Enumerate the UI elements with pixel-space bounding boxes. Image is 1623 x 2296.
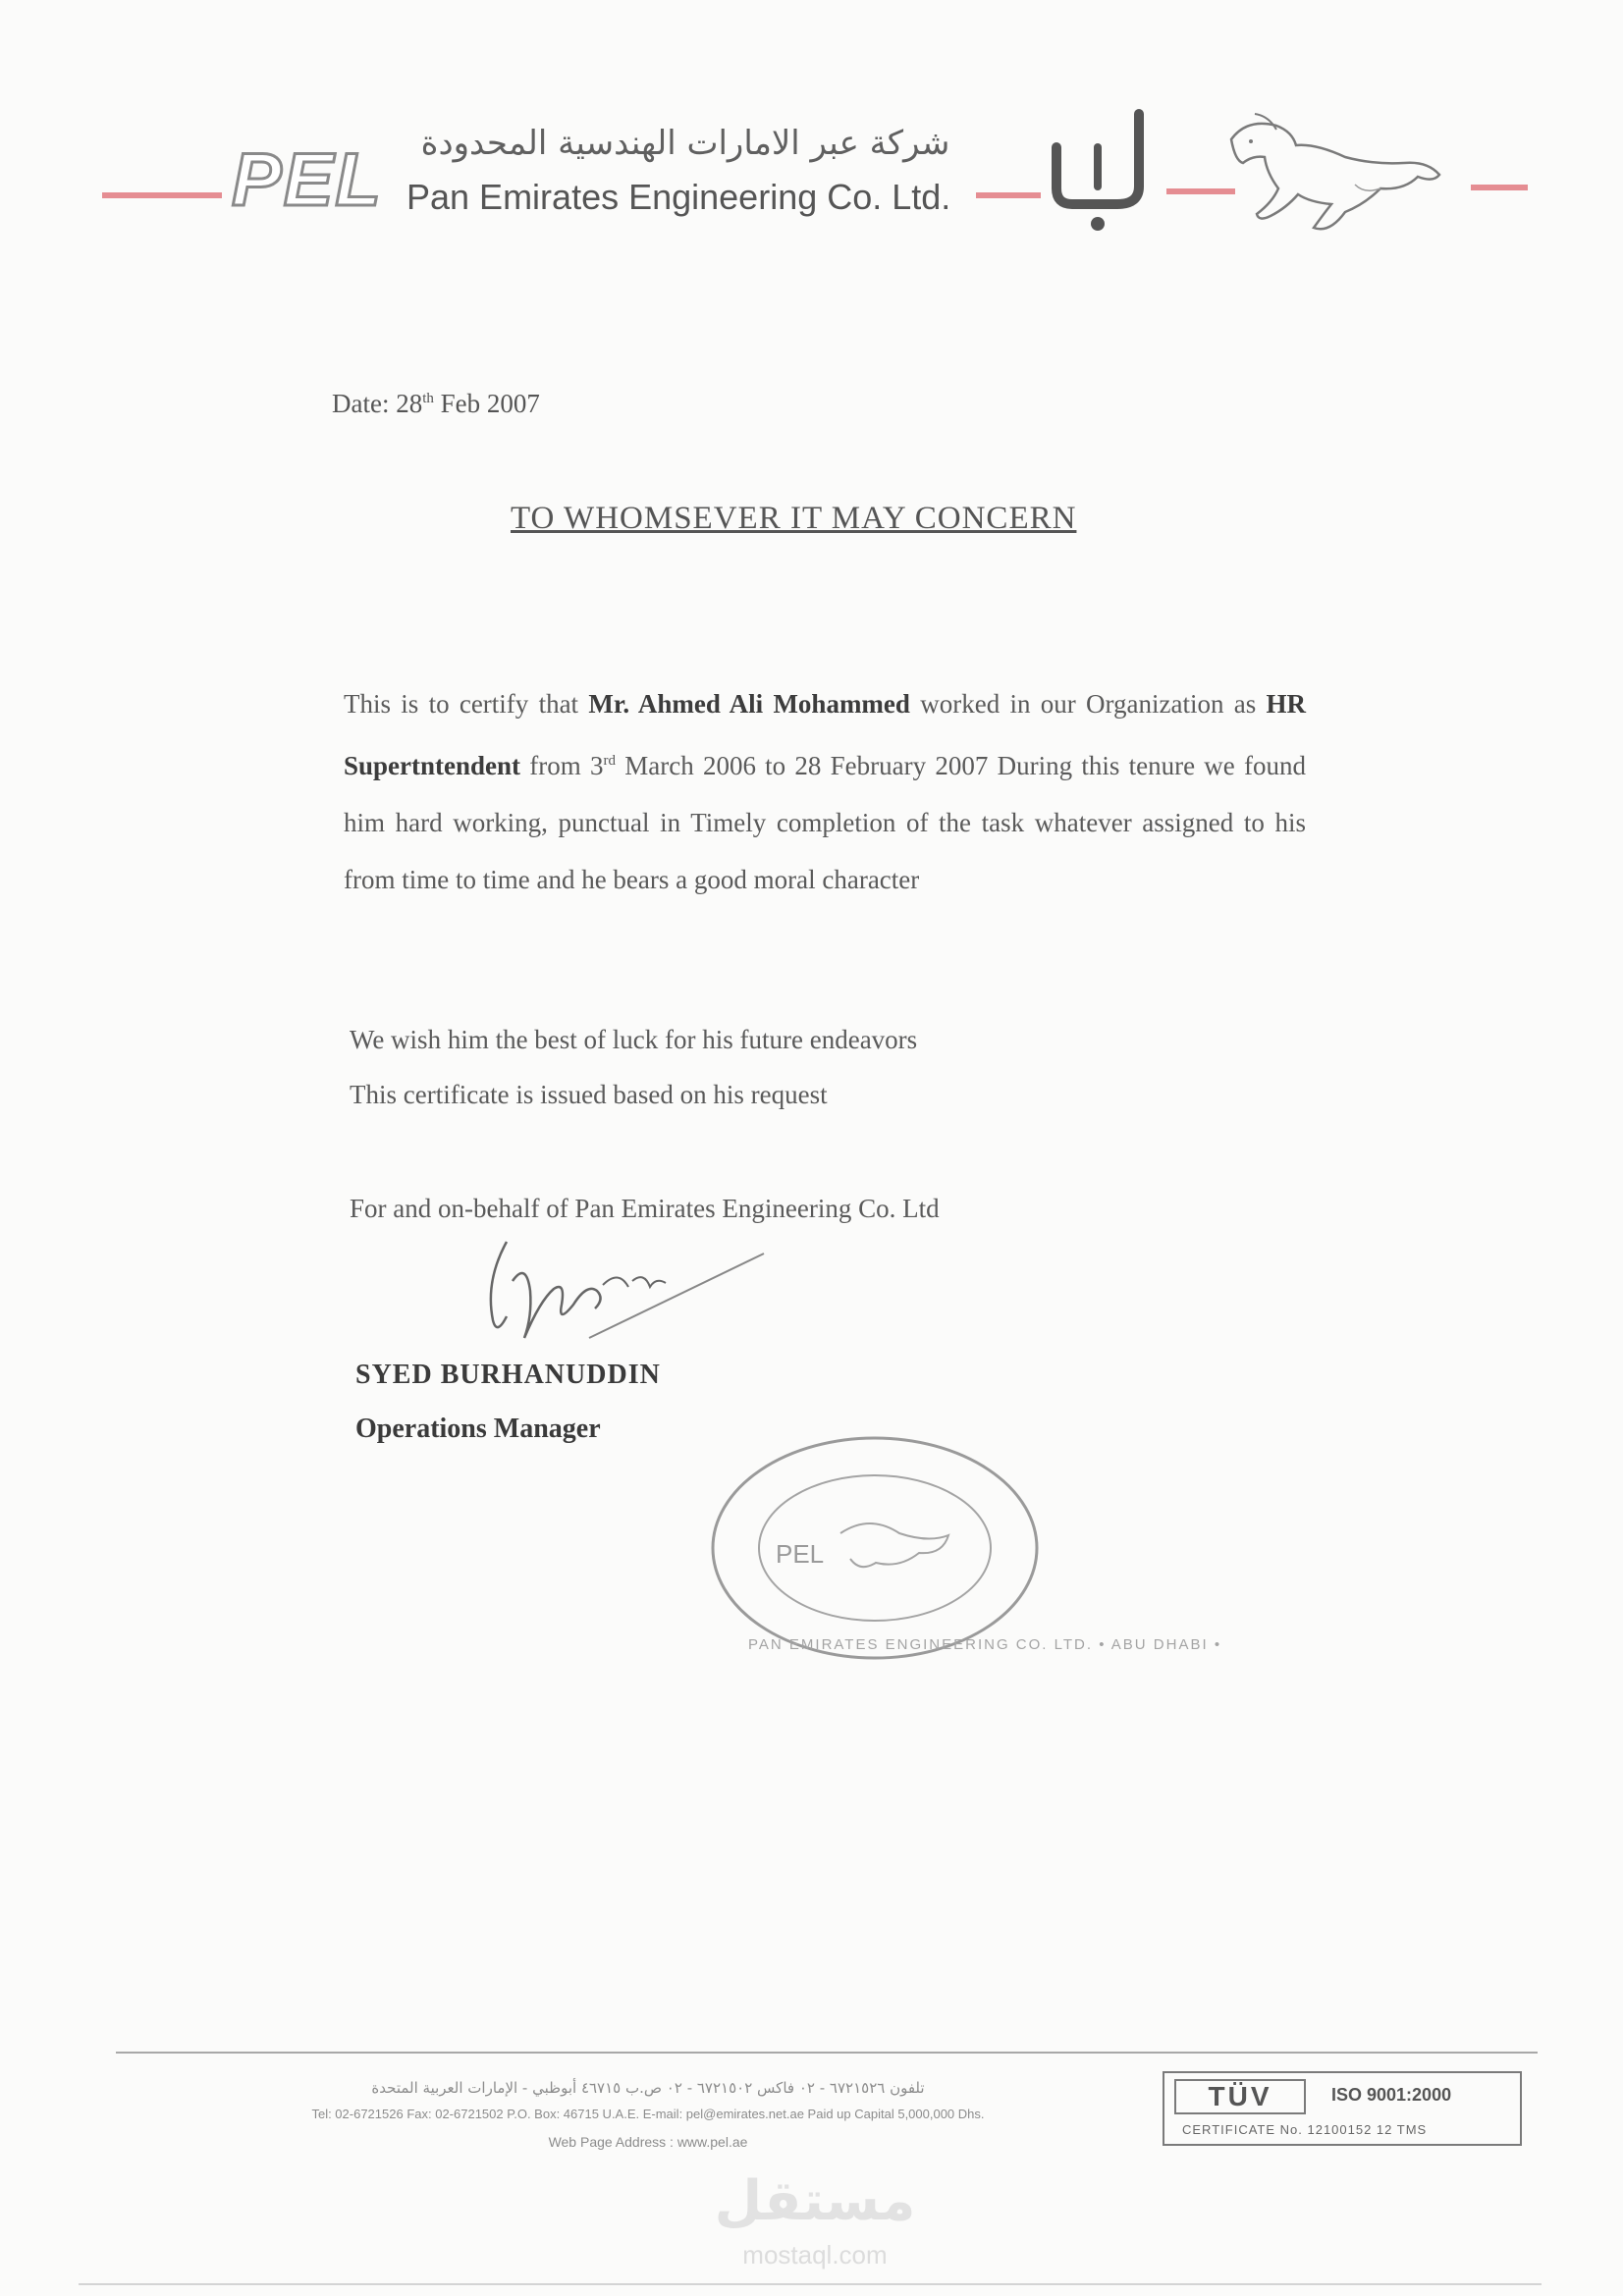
signer-name: SYED BURHANUDDIN	[355, 1360, 661, 1390]
letterhead-rule-right-b	[1471, 185, 1528, 190]
certificate-number: CERTIFICATE No. 12100152 12 TMS	[1182, 2122, 1428, 2137]
iso-label: ISO 9001:2000	[1331, 2085, 1452, 2105]
stamp-ring-text: PAN EMIRATES ENGINEERING CO. LTD. • ABU DHABI •	[748, 1636, 1222, 1653]
letterhead-rule-mid	[976, 192, 1041, 198]
certification-paragraph: This is to certify that Mr. Ahmed Ali Mohammed worked in our Organization as HR Supertntendent from 3rd March 2006 to 28 February 2007 During this tenure we found him hard working, punctual in Timely completion of the task whatever assigned to his from time to time and he bears a good moral character	[344, 689, 1307, 894]
tuv-logo: TÜV	[1174, 2079, 1306, 2114]
horse-icon	[1208, 106, 1473, 243]
company-name-arabic: شركة عبر الامارات الهندسية المحدودة	[420, 124, 950, 163]
employee-role: HR Supertntendent	[344, 689, 1307, 780]
company-name: Pan Emirates Engineering Co. Ltd.	[406, 177, 951, 217]
footer-contact: Tel: 02-6721526 Fax: 02-6721502 P.O. Box: 46715 U.A.E. E-mail: pel@emirates.net.ae Paid up Capital 5,000,000 Dhs.	[311, 2107, 985, 2121]
stamp-center-text: PEL	[776, 1539, 825, 1569]
letter-date: Date: 28th Feb 2007	[332, 389, 540, 418]
signer-title: Operations Manager	[355, 1414, 601, 1444]
footer-rule	[116, 2052, 1538, 2054]
request-line: This certificate is issued based on his request	[350, 1080, 828, 1109]
letter-subject: TO WHOMSEVER IT MAY CONCERN	[511, 501, 1077, 536]
signature-mark	[471, 1222, 785, 1360]
footer-web-address: Web Page Address : www.pel.ae	[548, 2134, 748, 2150]
footer-arabic-contact: تلفون ٦٧٢١٥٢٦ - ٠٢ فاكس ٦٧٢١٥٠٢ - ٠٢ ص.ب ٤٦٧١٥ أبوظبي - الإمارات العربية المتحدة	[371, 2079, 925, 2097]
arabic-logo-mark	[1049, 108, 1147, 236]
iso-certification-box	[1163, 2071, 1522, 2146]
company-stamp	[703, 1425, 1222, 1671]
pel-logo: PEL	[232, 138, 383, 222]
watermark-latin: mostaql.com	[742, 2240, 888, 2269]
best-wishes-line: We wish him the best of luck for his future endeavors	[350, 1025, 918, 1054]
employee-name: Mr. Ahmed Ali Mohammed	[588, 689, 910, 719]
watermark-arabic: مستقل	[714, 2169, 916, 2233]
letterhead-rule-left	[102, 192, 222, 198]
on-behalf-line: For and on-behalf of Pan Emirates Engineering Co. Ltd	[350, 1194, 940, 1223]
bottom-rule	[79, 2283, 1542, 2285]
